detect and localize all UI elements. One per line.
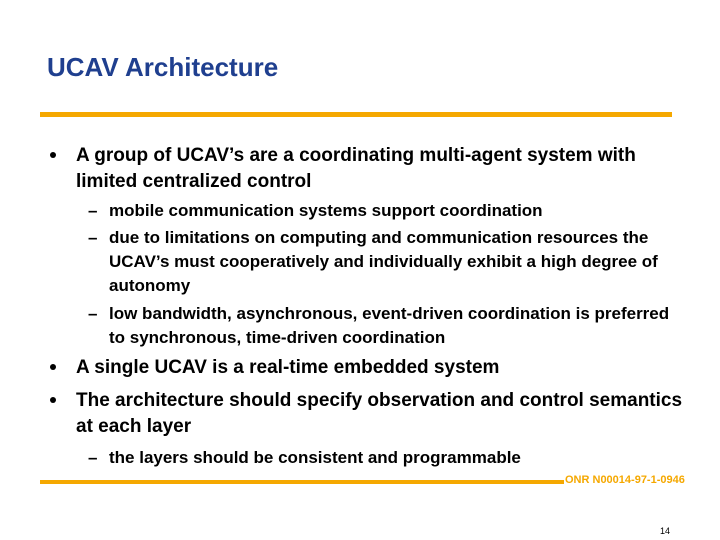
bullet-dot-icon [50, 397, 56, 403]
dash-icon: – [88, 201, 98, 220]
slide-title: UCAV Architecture [47, 52, 279, 82]
title-underline [40, 112, 672, 117]
bullet-dot-icon [50, 364, 56, 370]
bullet-text: A single UCAV is a real-time embedded system [76, 357, 500, 378]
footer-rule [40, 480, 564, 484]
dash-icon: – [88, 304, 98, 323]
footer-grant-id: ONR N00014-97-1-0946 [565, 474, 685, 486]
dash-icon: – [88, 228, 98, 247]
sub-bullet-text: due to limitations on computing and communication resources the UCAV’s must cooperatively and individually exhibit a high degree of autonomy [109, 228, 658, 295]
dash-icon: – [88, 448, 98, 467]
bullet-text: The architecture should specify observation and control semantics at each layer [76, 390, 683, 437]
sub-bullet-text: mobile communication systems support coordination [109, 201, 543, 220]
sub-bullet-text: low bandwidth, asynchronous, event-driven coordination is preferred to synchronous, time-driven coordination [109, 304, 670, 347]
sub-bullet-text: the layers should be consistent and programmable [109, 448, 521, 467]
page-number: 14 [660, 526, 671, 536]
bullet-dot-icon [50, 152, 56, 158]
bullet-text: A group of UCAV’s are a coordinating multi-agent system with limited centralized control [76, 145, 636, 192]
